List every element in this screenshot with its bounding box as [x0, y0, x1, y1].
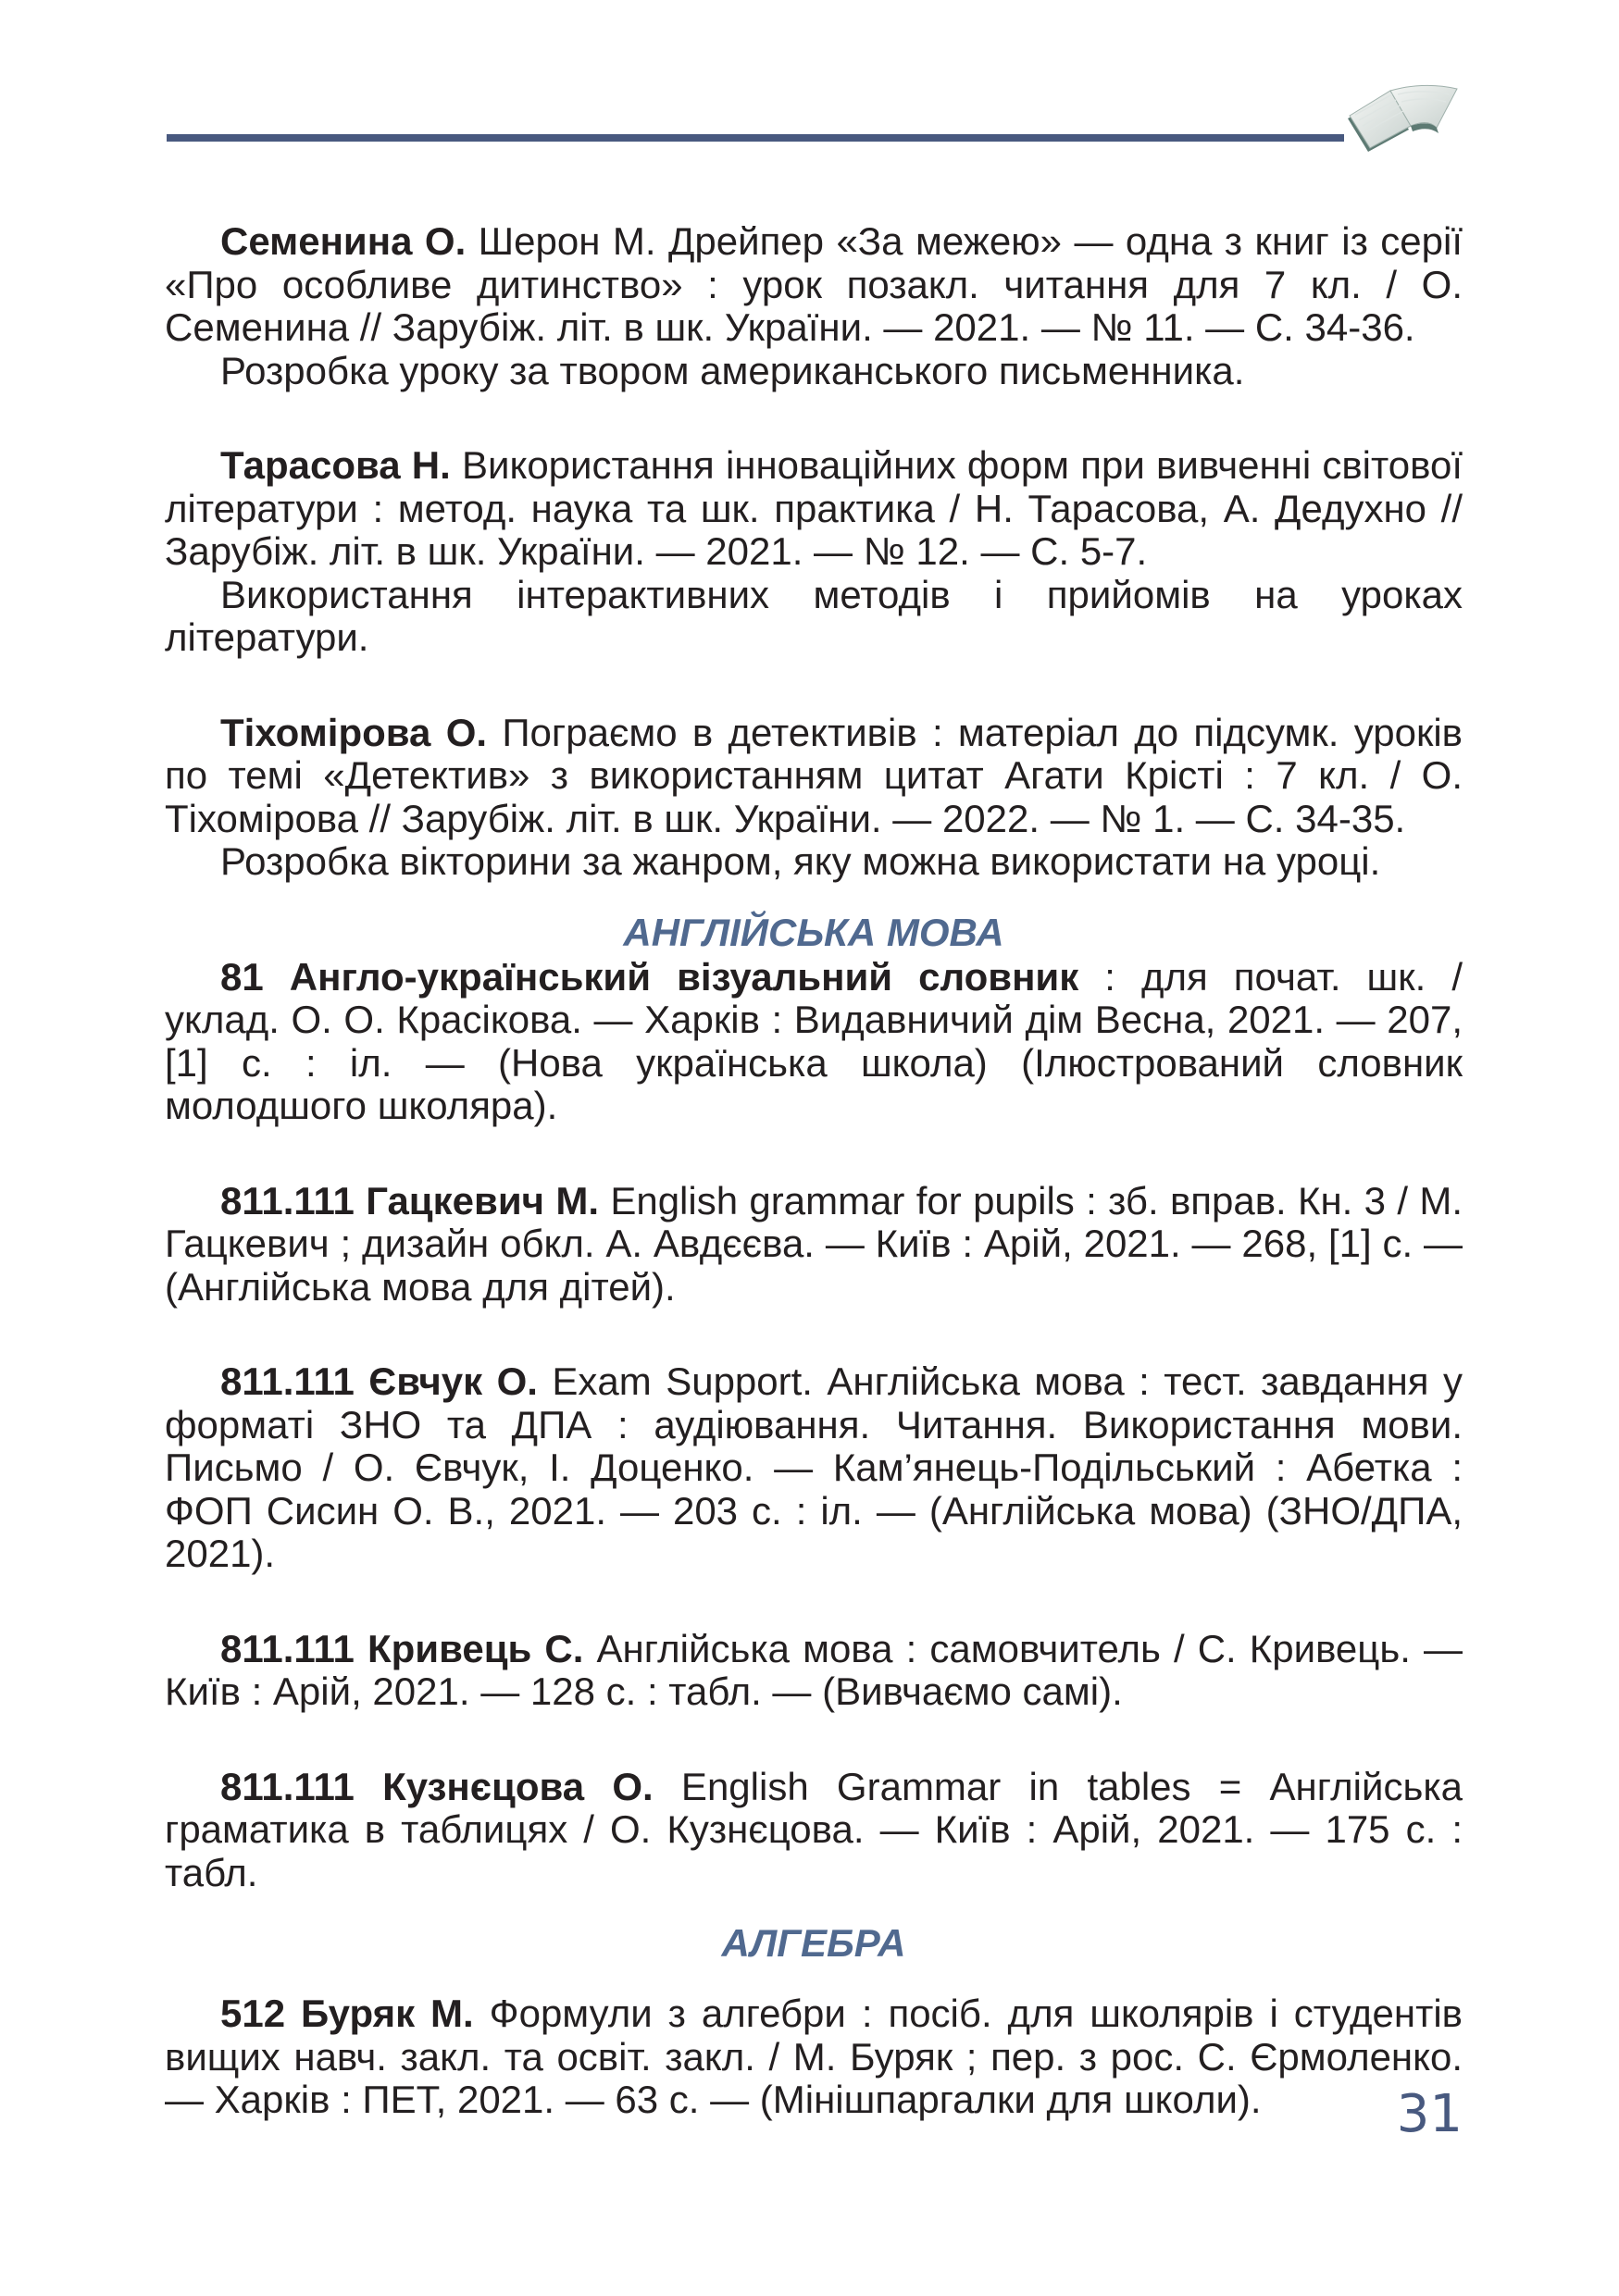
entry-author: 811.111 Кузнєцова О. [220, 1764, 654, 1808]
bibliography-entry [165, 220, 1463, 392]
bibliography-entry [165, 1360, 1463, 1576]
entry-text: Exam Support. Англійська мова : тест. завдання у форматі ЗНО та ДПА : аудіювання. Читання. Використання мови. Письмо / О. Євчук, І. Доценко. — Кам’янець-Подільський : Абетка : ФОП Сисин О. В., 2021. — 203 с. : іл. — (Англійська мова) (ЗНО/ДПА, 2021). [165, 1359, 1463, 1575]
entry-author: Семенина О. [220, 219, 467, 263]
entry-author: Тіхомірова О. [220, 710, 488, 754]
entry-author: 81 Англо-український візуальний словник [220, 954, 1079, 999]
entry-annotation: Використання інтерактивних методів і прийомів на уроках літератури. [165, 572, 1463, 659]
entry-text: Англійська мова : самовчитель / С. Кривець. — Київ : Арій, 2021. — 128 с. : табл. — (Вивчаємо самі). [165, 1626, 1463, 1713]
bibliography-entry [165, 1992, 1463, 2122]
entry-annotation: Розробка вікторини за жанром, яку можна використати на уроці. [220, 839, 1381, 883]
page-number: 31 [1396, 2084, 1463, 2144]
entry-text: Формули з алгебри : посіб. для школярів і студентів вищих навч. закл. та освіт. закл. / М. Буряк ; пер. з рос. С. Єрмоленко. — Харків : ПЕТ, 2021. — 63 с. — (Мінішпаргалки для школи). [165, 1992, 1463, 2121]
entry-text: : для почат. шк. / уклад. О. О. Красікова. — Харків : Видавничий дім Весна, 2021. — 207, [1] с. : іл. — (Нова українська школа) (Ілюстрований словник молодшого школяра). [165, 954, 1463, 1127]
entry-annotation: Розробка уроку за твором американського письменника. [220, 348, 1245, 392]
header-rule [167, 134, 1344, 142]
entry-text: Використання інноваційних форм при вивченні світової літератури : метод. наука та шк. практика / Н. Тарасова, А. Дедухно // Зарубіж. літ. в шк. України. — 2021. — № 12. — С. 5-7. [165, 443, 1463, 573]
entry-author: Тарасова Н. [220, 443, 451, 487]
bibliography-entry [165, 1180, 1463, 1309]
section-title-algebra: АЛГЕБРА [721, 1921, 906, 1965]
entry-author: 811.111 Євчук О. [220, 1359, 538, 1403]
entry-text: English grammar for pupils : зб. вправ. Кн. 3 / М. Гацкевич ; дизайн обкл. А. Авдєєва. — Київ : Арій, 2021. — 268, [1] с. — (Англійська мова для дітей). [165, 1178, 1463, 1309]
entry-author: 811.111 Кривець С. [220, 1626, 584, 1670]
section-title-english: АНГЛІЙСЬКА МОВА [623, 910, 1004, 954]
bibliography-entry [165, 712, 1463, 884]
bibliography-content [165, 220, 1463, 2122]
bibliography-entry [165, 956, 1463, 1128]
entry-text: Пограємо в детективів : матеріал до підсумк. уроків по темі «Детектив» з використанням цитат Агати Крісті : 7 кл. / О. Тіхомірова // Зарубіж. літ. в шк. України. — 2022. — № 1. — С. 34-35. [165, 710, 1463, 840]
bibliography-entry [165, 1766, 1463, 1895]
entry-author: 811.111 Гацкевич М. [220, 1178, 599, 1222]
entry-author: 512 Буряк М. [220, 1992, 474, 2035]
bibliography-entry [165, 444, 1463, 660]
bibliography-entry [165, 1628, 1463, 1714]
entry-text: Шерон М. Дрейпер «За межею» — одна з книг із серії «Про особливе дитинство» : урок позакл. читання для 7 кл. / О. Семенина // Зарубіж. літ. в шк. України. — 2021. — № 11. — С. 34-36. [165, 219, 1463, 349]
entry-text: English Grammar in tables = Англійська граматика в таблицях / О. Кузнєцова. — Київ : Арій, 2021. — 175 с. : табл. [165, 1764, 1463, 1894]
open-book-icon [1344, 72, 1464, 165]
